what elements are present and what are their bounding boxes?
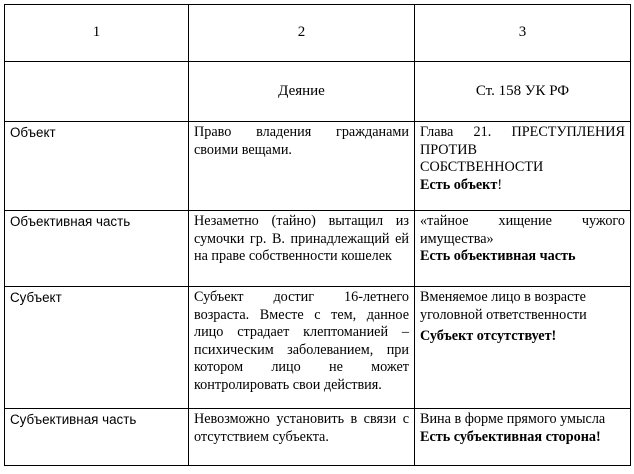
act-cell-objective-side: Незаметно (тайно) вытащил из сумочки гр. В. принадлежащий ей на праве собственности кошелек [189,211,415,287]
article-subject-text: Вменяемое лицо в возрасте уголовной ответственности [420,289,587,323]
header-row [5,62,631,122]
header-cell-act: Деяние [189,62,415,122]
verdict-object-suffix: ! [497,176,503,193]
verdict-subjective-side: Есть субъективная сторона! [420,428,601,445]
article-cell-subject [415,287,631,409]
article-objective-side-text: «тайное хищение чужого имущества» [420,213,625,247]
article-cell-object [415,122,631,211]
verdict-object: Есть объект [420,176,498,193]
column-number-2: 2 [189,5,415,62]
column-number-1: 1 [5,5,189,62]
table-row-object [5,122,631,211]
row-label-object: Объект [5,122,189,211]
table-row-subjective-side [5,409,631,466]
act-cell-subjective-side: Невозможно установить в связи с отсутствием субъекта. [189,409,415,466]
column-number-row [5,5,631,62]
article-subjective-side-text: Вина в форме прямого умысла [420,411,606,427]
verdict-objective-side: Есть объективная часть [420,248,576,264]
article-object-line1: Глава 21. ПРЕСТУПЛЕНИЯ [420,124,625,140]
table-row-subject [5,287,631,409]
row-label-objective-side: Объективная часть [5,211,189,287]
article-cell-subjective-side [415,409,631,466]
verdict-subject: Субъект отсутствует! [420,328,557,344]
act-cell-object: Право владения гражданами своими вещами. [189,122,415,211]
row-label-subject: Субъект [5,287,189,409]
header-cell-article: Ст. 158 УК РФ [415,62,631,122]
article-object-line2: ПРОТИВ [420,141,477,158]
analysis-table [4,4,631,466]
table-row-objective-side [5,211,631,287]
act-cell-subject: Субъект достиг 16-летнего возраста. Вместе с тем, данное лицо страдает клептоманией – психическим заболеванием, при котором лицо не может контролировать свои действия. [189,287,415,409]
column-number-3: 3 [415,5,631,62]
header-cell-empty [5,62,189,122]
row-label-subjective-side: Субъективная часть [5,409,189,466]
article-object-line3: СОБСТВЕННОСТИ [420,159,544,175]
article-cell-objective-side [415,211,631,287]
